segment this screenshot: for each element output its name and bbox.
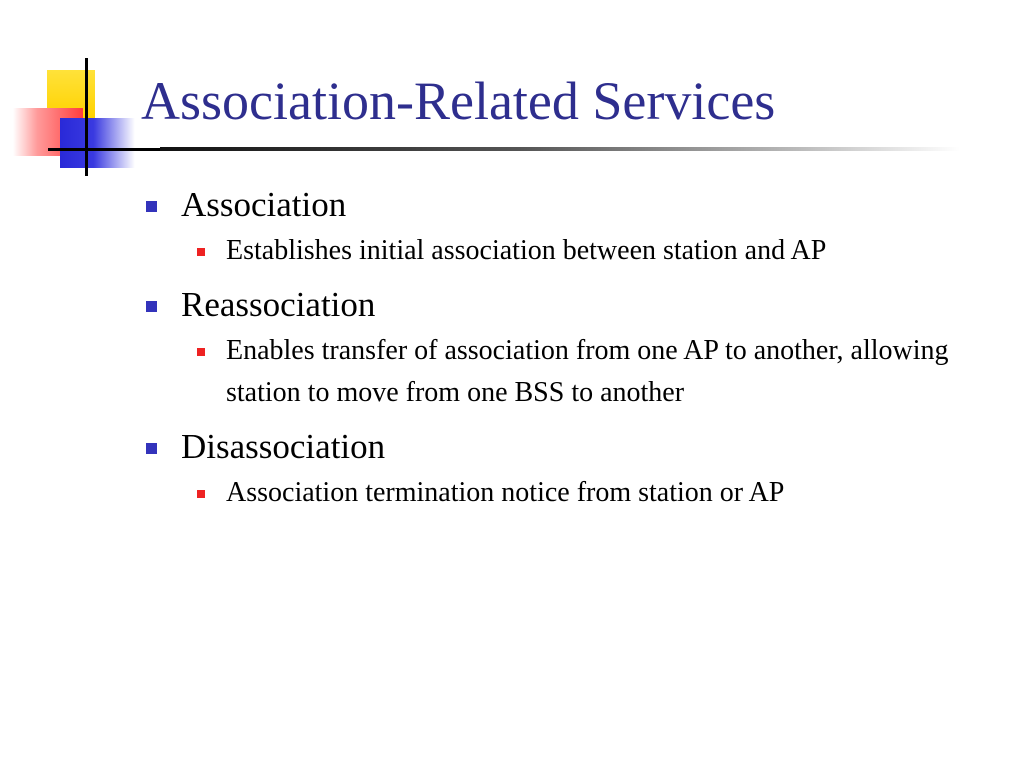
bullet-item-reassociation [146, 284, 1006, 414]
sub-bullet-list [181, 472, 1006, 514]
bullet-text: Association [181, 185, 347, 224]
square-bullet-icon [146, 201, 157, 212]
sub-bullet-text: Association termination notice from station or AP [226, 477, 785, 508]
square-bullet-icon [146, 443, 157, 454]
small-square-bullet-icon [197, 490, 205, 498]
sub-bullet-text: Enables transfer of association from one AP to another, allowing station to move from one BSS to another [226, 335, 949, 408]
bullet-item-disassociation [146, 426, 1006, 514]
logo-horizontal-line [48, 148, 160, 151]
bullet-item-association [146, 184, 1006, 272]
decorative-squares-logo-icon [0, 0, 160, 190]
bullet-text: Disassociation [181, 427, 386, 466]
square-bullet-icon [146, 301, 157, 312]
small-square-bullet-icon [197, 248, 205, 256]
sub-bullet-item [181, 230, 1006, 272]
small-square-bullet-icon [197, 348, 205, 356]
sub-bullet-list [181, 330, 1006, 414]
logo-blue-square [60, 118, 135, 168]
slide-title: Association-Related Services [141, 71, 776, 131]
bullet-text: Reassociation [181, 285, 376, 324]
bullet-list [146, 184, 1006, 526]
sub-bullet-item [181, 330, 1006, 414]
title-underline [160, 147, 960, 151]
logo-vertical-line [85, 58, 88, 176]
sub-bullet-list [181, 230, 1006, 272]
sub-bullet-text: Establishes initial association between station and AP [226, 235, 827, 266]
sub-bullet-item [181, 472, 1006, 514]
